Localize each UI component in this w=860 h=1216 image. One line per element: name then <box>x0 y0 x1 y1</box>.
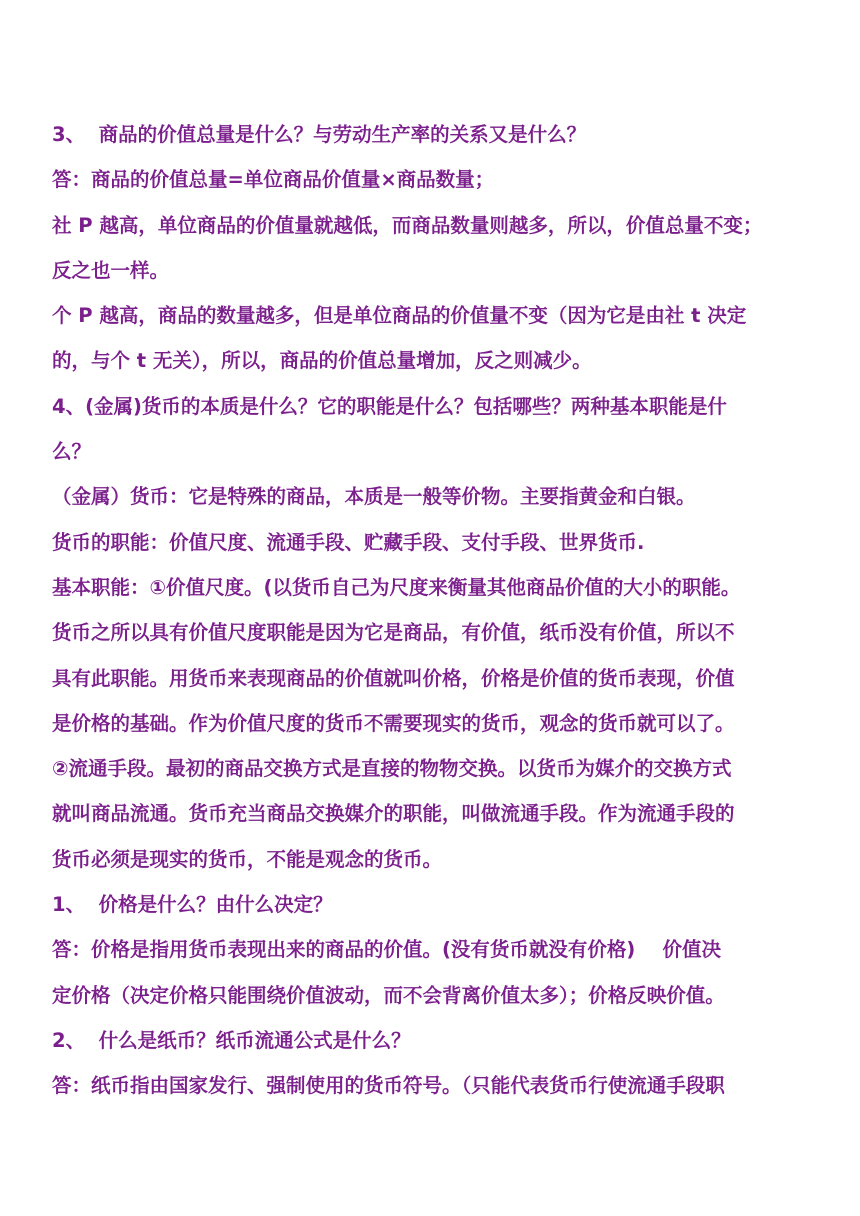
answer-line: 答：价格是指用货币表现出来的商品的价值。(没有货币就没有价格) 价值决 <box>52 938 721 962</box>
question-4-heading-cont: 么？ <box>52 440 92 464</box>
answer-line: 货币必须是现实的货币，不能是观念的货币。 <box>52 847 443 871</box>
question-4-heading: 4、(金属)货币的本质是什么？它的职能是什么？包括哪些？两种基本职能是什 <box>52 394 727 418</box>
question-3-heading: 3、 商品的价值总量是什么？与劳动生产率的关系又是什么？ <box>52 123 587 146</box>
question-2-heading: 2、 什么是纸币？纸币流通公式是什么？ <box>52 1028 411 1052</box>
answer-line: 就叫商品流通。货币充当商品交换媒介的职能，叫做流通手段。作为流通手段的 <box>52 802 735 826</box>
document-body <box>52 112 812 1109</box>
answer-line: （金属）货币：它是特殊的商品，本质是一般等价物。主要指黄金和白银。 <box>52 485 696 509</box>
answer-line: 基本职能：①价值尺度。(以货币自己为尺度来衡量其他商品价值的大小的职能。 <box>52 575 741 599</box>
answer-line: ②流通手段。最初的商品交换方式是直接的物物交换。以货币为媒介的交换方式 <box>52 757 732 781</box>
answer-line: 答：纸币指由国家发行、强制使用的货币符号。（只能代表货币行使流通手段职 <box>52 1074 725 1098</box>
answer-line: 具有此职能。用货币来表现商品的价值就叫价格，价格是价值的货币表现，价值 <box>52 666 735 690</box>
answer-line: 的，与个 t 无关），所以，商品的价值总量增加，反之则减少。 <box>52 349 592 373</box>
answer-line: 货币的职能：价值尺度、流通手段、贮藏手段、支付手段、世界货币. <box>52 530 645 554</box>
answer-line: 货币之所以具有价值尺度职能是因为它是商品，有价值，纸币没有价值，所以不 <box>52 621 735 645</box>
answer-line: 反之也一样。 <box>52 258 170 282</box>
answer-line: 个 P 越高，商品的数量越多，但是单位商品的价值量不变（因为它是由社 t 决定 <box>52 304 747 328</box>
answer-line: 答：商品的价值总量=单位商品价值量×商品数量； <box>52 168 495 192</box>
answer-line: 社 P 越高，单位商品的价值量就越低，而商品数量则越多，所以，价值总量不变； <box>52 213 763 237</box>
answer-line: 是价格的基础。作为价值尺度的货币不需要现实的货币，观念的货币就可以了。 <box>52 711 735 735</box>
question-1-heading: 1、 价格是什么？由什么决定？ <box>52 893 333 917</box>
answer-line: 定价格（决定价格只能围绕价值波动，而不会背离价值太多）；价格反映价值。 <box>52 983 725 1007</box>
